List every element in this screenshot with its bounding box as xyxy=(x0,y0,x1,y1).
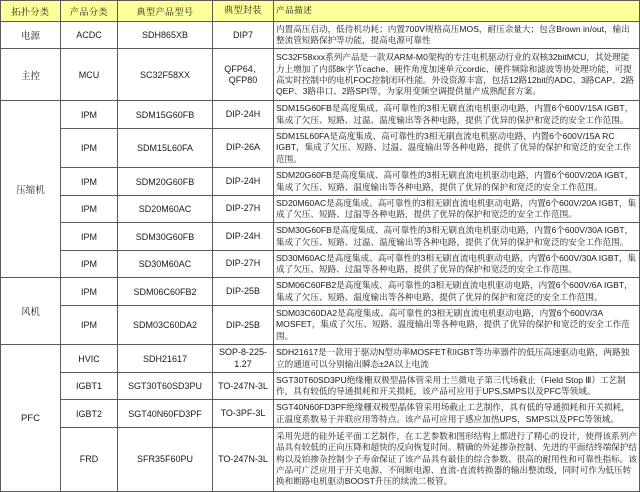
description-cell: SDM03C60DA2是高度集成、高可靠性的3相无刷直流电机驱动电路，内置6个600V/3A MOSFET，集成了欠压、短路、温度输出等各种电路，提供了优异的保护和宽泛的安全工作范围。 xyxy=(274,305,640,345)
package-cell: DIP-25B xyxy=(213,305,274,345)
package-cell: DIP-27H xyxy=(213,195,274,222)
description-cell: SDM20G60FB是高度集成、高可靠性的3相无刷直流电机驱动电路，内置6个600V/20A IGBT，集成了欠压、短路、温度输出等各种电路，提供了优异的保护和宽泛的安全工作范围。 xyxy=(274,168,640,195)
category-cell: IPM xyxy=(61,128,118,168)
model-cell: SDM20G60FB xyxy=(118,168,213,195)
topology-group-cell: 风机 xyxy=(1,278,61,345)
description-cell: SD20M60AC是高度集成、高可靠性的3相无刷直流电机驱动电路，内置6个600V/20A IGBT，集成了欠压、短路、过温等各种电路，提供了优异的保护和宽泛的安全工作范围。 xyxy=(274,195,640,222)
category-cell: ACDC xyxy=(61,22,118,49)
topology-group-cell: PFC xyxy=(1,345,61,492)
model-cell: SD20M60AC xyxy=(118,195,213,222)
column-header-description: 产品描述 xyxy=(274,1,640,22)
package-cell: SOP-8-225-1.27 xyxy=(213,345,274,372)
table-row xyxy=(1,372,640,399)
model-cell: SGT40N60FD3PF xyxy=(118,400,213,427)
table-row xyxy=(1,128,640,168)
package-cell: DIP-24H xyxy=(213,223,274,250)
column-header-package: 典型封装 xyxy=(213,1,274,22)
package-cell: QFP64、QFP80 xyxy=(213,49,274,101)
table-row xyxy=(1,22,640,49)
table-row xyxy=(1,101,640,128)
model-cell: SFR35F60PU xyxy=(118,427,213,491)
package-cell: DIP-27H xyxy=(213,250,274,277)
table-body xyxy=(1,22,640,492)
header-row xyxy=(1,1,640,22)
package-cell: DIP7 xyxy=(213,22,274,49)
column-header-model: 典型产品型号 xyxy=(118,1,213,22)
table-row xyxy=(1,400,640,427)
topology-group-cell: 主控 xyxy=(1,49,61,101)
category-cell: HVIC xyxy=(61,345,118,372)
topology-group-cell: 电源 xyxy=(1,22,61,49)
table-row xyxy=(1,305,640,345)
topology-group-cell: 压缩机 xyxy=(1,101,61,278)
package-cell: DIP-24H xyxy=(213,168,274,195)
category-cell: IPM xyxy=(61,101,118,128)
category-cell: MCU xyxy=(61,49,118,101)
package-cell: TO-247N-3L xyxy=(213,372,274,399)
model-cell: SDM15L60FA xyxy=(118,128,213,168)
model-cell: SDM03C60DA2 xyxy=(118,305,213,345)
description-cell: 采用先进的硅外延平面工艺制作，在工艺参数和图形结构上都进行了精心的设计，使得该系列产品具有较低的正向压降和超快的反向恢复时间。精确的外延掺杂控制、先进的平面结终端保护结构以及铂掺杂控制少子寿命保证了该产品具有最佳的综合参数、很高的耐用性和可靠性指标。该产品可广泛应用于开关电源、不间断电源、直流-直流转换器的输出整流级，同时可作为低压转换和断路电机驱动BOOST升压的续流二极管。 xyxy=(274,427,640,491)
table-row xyxy=(1,345,640,372)
description-cell: SDM06C60FB2是高度集成、高可靠性的3相无刷直流电机驱动电路，内置6个600V/6A IGBT，集成了欠压、短路、温度输出等各种电路，提供了优异的保护和宽泛的安全工作范围。 xyxy=(274,278,640,305)
category-cell: IPM xyxy=(61,223,118,250)
description-cell: SGT30T60SD3PU绝缘栅双极型晶体管采用士兰微电子第三代场截止（Field Stop Ⅲ）工艺制作，具有较低的导通损耗和开关损耗，该产品可应用于UPS,SMPS以及PFC等领域。 xyxy=(274,372,640,399)
column-header-category: 产品分类 xyxy=(61,1,118,22)
category-cell: IGBT2 xyxy=(61,400,118,427)
category-cell: IPM xyxy=(61,278,118,305)
column-header-topology: 拓扑分类 xyxy=(1,1,61,22)
description-cell: SDM15L60FA是高度集成、高可靠性的3相无刷直流电机驱动电路，内置6个600V/15A RC IGBT，集成了欠压、短路、过温、温度输出等各种电路，提供了优异的保护和宽泛的安全工作范围。 xyxy=(274,128,640,168)
model-cell: SDH865XB xyxy=(118,22,213,49)
model-cell: SDM15G60FB xyxy=(118,101,213,128)
table-row xyxy=(1,195,640,222)
category-cell: IPM xyxy=(61,195,118,222)
model-cell: SGT30T60SD3PU xyxy=(118,372,213,399)
table-row xyxy=(1,223,640,250)
description-cell: SDM15G60FB是高度集成、高可靠性的3相无刷直流电机驱动电路，内置6个600V/15A IGBT，集成了欠压、短路、过温、温度输出等各种电路，提供了优异的保护和宽泛的安全工作范围。 xyxy=(274,101,640,128)
table-row xyxy=(1,278,640,305)
model-cell: SC32F58XX xyxy=(118,49,213,101)
category-cell: FRD xyxy=(61,427,118,491)
model-cell: SD30M60AC xyxy=(118,250,213,277)
table-header xyxy=(1,1,640,22)
category-cell: IGBT1 xyxy=(61,372,118,399)
model-cell: SDH21617 xyxy=(118,345,213,372)
category-cell: IPM xyxy=(61,305,118,345)
description-cell: SC32F58xxx系列产品是一款双ARM-M0架构的专注电机驱动行业的双核32bitMCU，其处理能力上增加了内部8k字节cache、硬件角度加速单元cordic、硬件频除和滤波等协处理功能，可提高实时控制中的电机FOC控制闭环性能。外设资源丰富，包括12路12bit的ADC、3路CAP、2路QEP、3路串口、2路SPI等，为家用变频空调提供量产成熟配套方案。 xyxy=(274,49,640,101)
description-cell: 内置高压启动，低待机功耗；内置700V规格高压MOS，耐压余量大；包含Brown in/out，输出整流管短路保护等功能，提高电源可靠性 xyxy=(274,22,640,49)
description-cell: SGT40N60FD3PF绝缘栅双极型晶体管采用场截止工艺制作，具有低的导通损耗和开关损耗，正温度系数易于并联应用等特点。该产品可应用于感应加热UPS，SMPS以及PFC等领域。 xyxy=(274,400,640,427)
package-cell: TO-3PF-3L xyxy=(213,400,274,427)
package-cell: DIP-24H xyxy=(213,101,274,128)
table-row xyxy=(1,49,640,101)
category-cell: IPM xyxy=(61,168,118,195)
model-cell: SDM06C60FB2 xyxy=(118,278,213,305)
category-cell: IPM xyxy=(61,250,118,277)
description-cell: SD30M60AC是高度集成、高可靠性的3相无刷直流电机驱动电路，内置6个600V/30A IGBT，集成了欠压、短路、过温等各种电路，提供了优异的保护和宽泛的安全工作范围。 xyxy=(274,250,640,277)
table-row xyxy=(1,168,640,195)
table-row xyxy=(1,250,640,277)
package-cell: DIP-26A xyxy=(213,128,274,168)
description-cell: SDH21617是一款用于驱动N型功率MOSFET和IGBT等功率器件的低压高速驱动电路，两路独立的通道可以分别输出瞬态±2A以上电流 xyxy=(274,345,640,372)
description-cell: SDM30G60FB是高度集成、高可靠性的3相无刷直流电机驱动电路，内置6个600V/30A IGBT，集成了欠压、短路、过温、温度输出等各种电路，提供了优异的保护和宽泛的安全工作范围。 xyxy=(274,223,640,250)
package-cell: DIP-25B xyxy=(213,278,274,305)
table-row xyxy=(1,427,640,491)
model-cell: SDM30G60FB xyxy=(118,223,213,250)
package-cell: TO-247N-3L xyxy=(213,427,274,491)
